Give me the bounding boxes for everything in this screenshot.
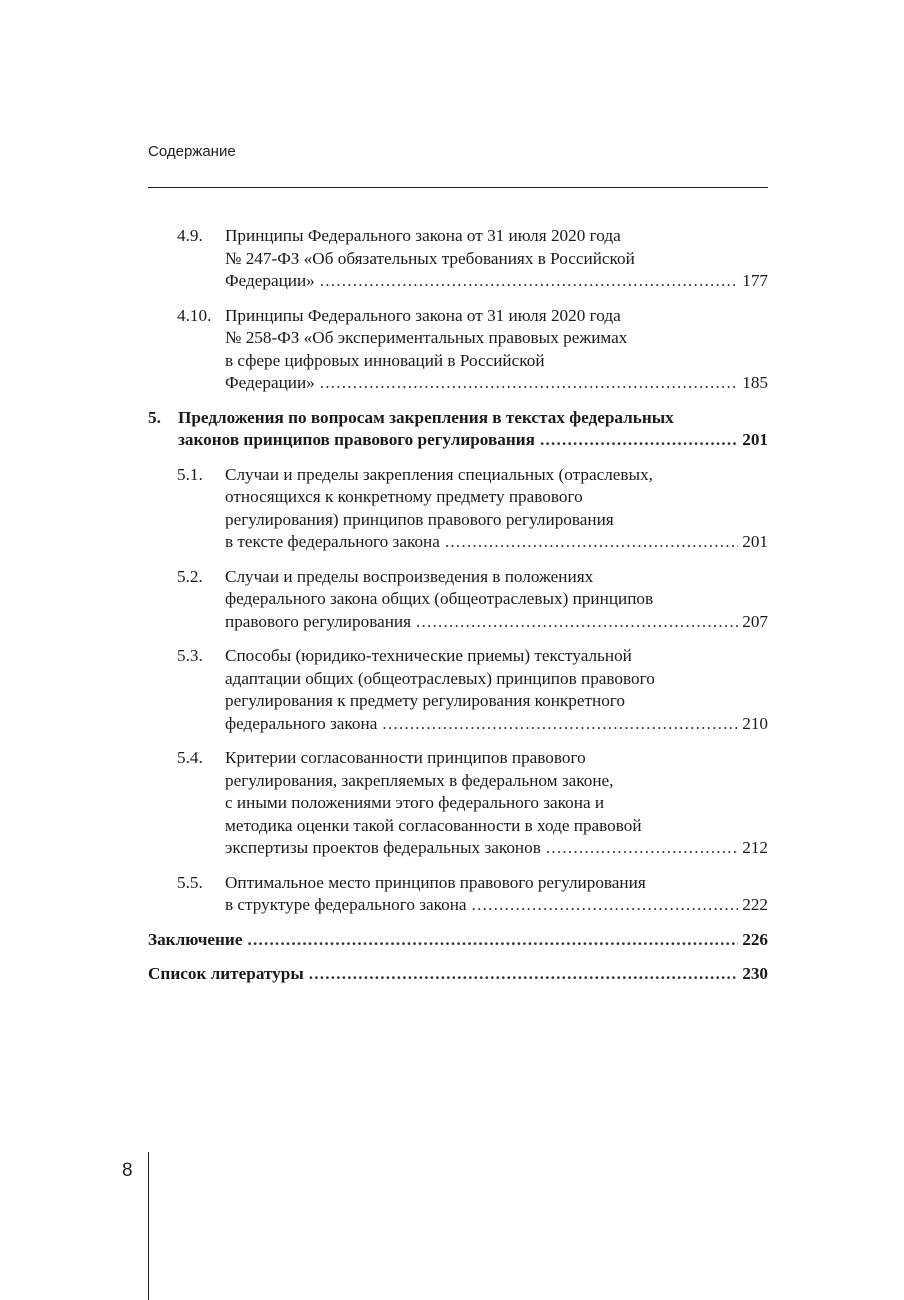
toc-entry-number: 5.4.: [177, 748, 203, 767]
toc-entry-line: законов принципов правового регулирования: [178, 430, 535, 449]
table-of-contents: [148, 225, 768, 986]
toc-entry-line: Оптимальное место принципов правового регулирования: [225, 872, 646, 892]
page-number: 8: [122, 1160, 133, 1181]
toc-entry-line: Заключение: [148, 929, 243, 949]
toc-page-number: 230: [742, 964, 768, 983]
toc-entry-line: Случаи и пределы закрепления специальных (отраслевых,: [225, 464, 653, 484]
toc-entry-4-10[interactable]: [148, 305, 768, 395]
toc-entry-5-2[interactable]: [148, 566, 768, 634]
toc-entry-line: правового регулирования: [225, 611, 412, 631]
dot-leader: [416, 611, 738, 634]
toc-entry-number: 5.: [148, 407, 161, 427]
toc-entry-4-9[interactable]: [148, 225, 768, 293]
toc-page-number: 222: [742, 895, 768, 914]
toc-entry-number: 5.3.: [177, 646, 203, 665]
toc-entry-line: экспертизы проектов федеральных законов: [225, 838, 541, 857]
toc-entry-line: в тексте федерального закона: [225, 532, 440, 551]
dot-leader: [546, 837, 738, 860]
toc-entry-line: Принципы Федерального закона от 31 июля 2020 года: [225, 226, 621, 245]
toc-entry-line: регулирования) принципов правового регулирования: [225, 509, 614, 529]
toc-page-number: 212: [742, 838, 768, 857]
toc-entry-line: Список литературы: [148, 964, 304, 983]
toc-entry-line: Федерации»: [225, 373, 315, 392]
toc-page-number: 210: [742, 713, 768, 733]
dot-leader: [540, 429, 738, 452]
toc-entry-line: Принципы Федерального закона от 31 июля 2020 года: [225, 305, 621, 325]
toc-entry-line: Случаи и пределы воспроизведения в положениях: [225, 566, 594, 586]
toc-entry-5-3[interactable]: [148, 645, 768, 735]
toc-entry-number: 5.1.: [177, 464, 203, 484]
toc-page-number: 207: [742, 611, 768, 631]
toc-page-number: 201: [742, 430, 768, 449]
toc-entry-number: 4.10.: [177, 305, 212, 325]
toc-entry-line: регулирования к предмету регулирования конкретного: [225, 691, 626, 710]
toc-entry-number: 5.2.: [177, 566, 203, 586]
dot-leader: [309, 963, 738, 986]
toc-entry-number: 4.9.: [177, 226, 203, 245]
header-divider: [148, 187, 768, 188]
toc-entry-line: в структуре федерального закона: [225, 895, 467, 914]
toc-entry-line: федерального закона общих (общеотраслевых) принципов: [225, 589, 654, 608]
toc-entry-line: адаптации общих (общеотраслевых) принципов правового: [225, 668, 655, 688]
toc-entry-line: относящихся к конкретному предмету правового: [225, 487, 583, 506]
toc-entry-line: Федерации»: [225, 271, 315, 290]
dot-leader: [445, 531, 738, 554]
toc-entry-conclusion[interactable]: [148, 929, 768, 952]
toc-entry-line: № 247-ФЗ «Об обязательных требованиях в Российской: [225, 248, 635, 268]
toc-entry-line: федерального закона: [225, 713, 378, 733]
toc-entry-line: регулирования, закрепляемых в федеральном законе,: [225, 770, 614, 790]
dot-leader: [382, 713, 738, 736]
toc-page-number: 226: [742, 929, 768, 949]
toc-entry-line: с иными положениями этого федерального закона и: [225, 793, 605, 812]
dot-leader: [320, 270, 738, 293]
toc-entry-references[interactable]: [148, 963, 768, 986]
toc-entry-line: методика оценки такой согласованности в ходе правовой: [225, 815, 642, 835]
page-number-rule: [148, 1152, 149, 1300]
toc-entry-5-1[interactable]: [148, 464, 768, 554]
toc-entry-line: Предложения по вопросам закрепления в текстах федеральных: [178, 407, 674, 427]
running-header-title: Содержание: [148, 143, 236, 160]
toc-page-number: 201: [742, 532, 768, 551]
toc-entry-line: в сфере цифровых инноваций в Российской: [225, 350, 545, 370]
dot-leader: [472, 894, 739, 917]
toc-entry-number: 5.5.: [177, 872, 203, 892]
toc-entry-line: Критерии согласованности принципов правового: [225, 748, 586, 767]
dot-leader: [247, 929, 738, 952]
toc-entry-5-5[interactable]: [148, 872, 768, 917]
toc-entry-line: № 258-ФЗ «Об экспериментальных правовых режимах: [225, 328, 628, 347]
toc-page-number: 185: [742, 373, 768, 392]
toc-entry-line: Способы (юридико-технические приемы) текстуальной: [225, 646, 632, 665]
toc-entry-5[interactable]: [148, 407, 768, 452]
dot-leader: [320, 372, 738, 395]
toc-page-number: 177: [742, 271, 768, 290]
toc-entry-5-4[interactable]: [148, 747, 768, 860]
